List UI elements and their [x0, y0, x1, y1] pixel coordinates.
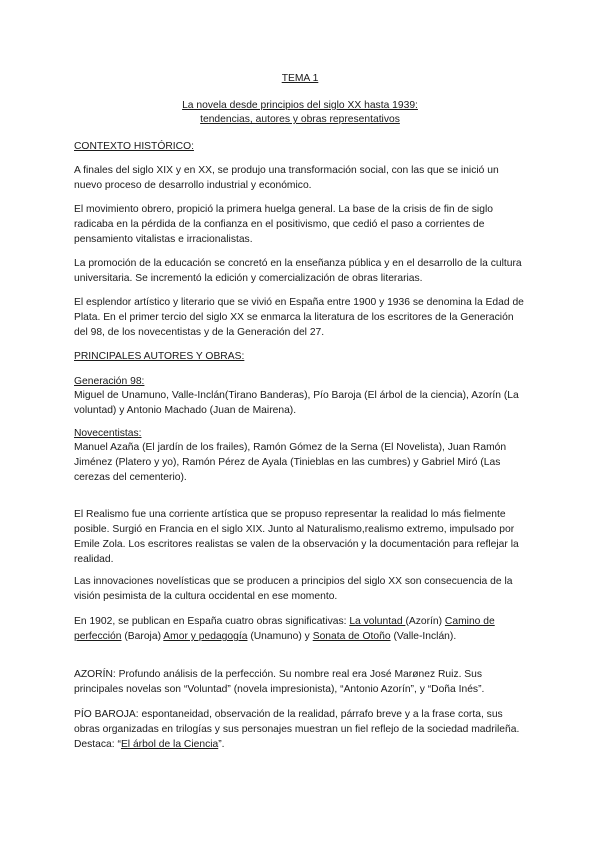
author-azorin: (Azorín) — [405, 616, 445, 627]
contexto-paragraph: El movimiento obrero, propició la primera huelga general. La base de la crisis de fin de siglo radicaba en la pérdida de la confianza en el positivismo, que cedió el paso a corrientes de pensamiento vitalistas e irracionalistas. — [74, 204, 493, 245]
obras-1902-paragraph — [74, 614, 526, 644]
contexto-paragraph: La promoción de la educación se concretó en la enseñanza pública y en el desarrollo de la cultura universitaria. Se incrementó la edición y comercialización de obras literarias. — [74, 258, 522, 284]
azorin-paragraph: AZORÍN: Profundo análisis de la perfección. Su nombre real era José Marønez Ruiz. Sus principales novelas son “Voluntad” (novela impresionista), “Antonio Azorín”, y “Doña Inés”. — [74, 669, 485, 695]
gen98-heading: Generación 98: — [74, 376, 145, 387]
destaca-label: Destaca: “ — [74, 739, 121, 750]
work-sonata-de-otono: Sonata de Otoño — [312, 631, 391, 642]
contexto-paragraph: A finales del siglo XIX y en XX, se produjo una transformación social, con las que se inició un nuevo proceso de desarrollo industrial y económico. — [74, 165, 499, 191]
title-line-2: tendencias, autores y obras representativos — [200, 114, 400, 125]
author-baroja: (Baroja) — [121, 631, 164, 642]
gen98-text: Miguel de Unamuno, Valle-Inclán(Tirano Banderas), Pío Baroja (El árbol de la ciencia), Azorín (La voluntad) y Antonio Machado (Juan de Mairena). — [74, 390, 519, 416]
baroja-text: PÍO BAROJA: espontaneidad, observación de la realidad, párrafo breve y a la frase corta, sus obras organizadas en trilogías y sus personajes muestran un fiel reflejo de la sociedad madrileña. — [74, 709, 520, 735]
destaca-end: ”. — [218, 739, 225, 750]
work-camino-de-perfeccion: Camino de perfección — [74, 616, 495, 642]
obras-1902-intro: En 1902, se publican en España cuatro obras significativas: — [74, 616, 350, 627]
work-amor-y-pedagogia: Amor y pedagogía — [163, 631, 248, 642]
autores-heading: PRINCIPALES AUTORES Y OBRAS: — [74, 351, 245, 362]
contexto-paragraph: El esplendor artístico y literario que se vivió en España entre 1900 y 1936 se denomina la Edad de Plata. En el primer tercio del siglo XX se enmarca la literatura de los escritores de la Generación del 98, de los novecentistas y de la Generación del 27. — [74, 297, 524, 338]
baroja-paragraph — [74, 707, 526, 752]
tema-label: TEMA 1 — [281, 73, 319, 84]
realismo-paragraph: El Realismo fue una corriente artística que se propuso representar la realidad lo más fielmente posible. Surgió en Francia en el siglo XIX. Junto al Naturalismo,realismo extremo, impulsado por Emile Zola. Los escritores realistas se valen de la observación y la documentación para reflejar la realidad. — [74, 509, 519, 565]
novecentistas-text: Manuel Azaña (El jardín de los frailes), Ramón Gómez de la Serna (El Novelista), Juan Ramón Jiménez (Platero y yo), Ramón Pérez de Ayala (Tinieblas en las cumbres) y Gabriel Miró (Las cerezas del cementerio). — [74, 442, 507, 483]
novecentistas-heading: Novecentistas: — [74, 428, 142, 439]
author-valle-inclan: (Valle-Inclán). — [390, 631, 457, 642]
contexto-heading: CONTEXTO HISTÓRICO: — [74, 141, 194, 152]
author-unamuno: (Unamuno) y — [247, 631, 313, 642]
innovaciones-paragraph: Las innovaciones novelísticas que se producen a principios del siglo XX son consecuencia de la visión pesimista de la cultura occidental en ese momento. — [74, 576, 513, 602]
work-la-voluntad: La voluntad — [349, 616, 406, 627]
work-el-arbol-de-la-ciencia: El árbol de la Ciencia — [120, 739, 219, 750]
title-line-1: La novela desde principios del siglo XX hasta 1939: — [182, 100, 418, 111]
